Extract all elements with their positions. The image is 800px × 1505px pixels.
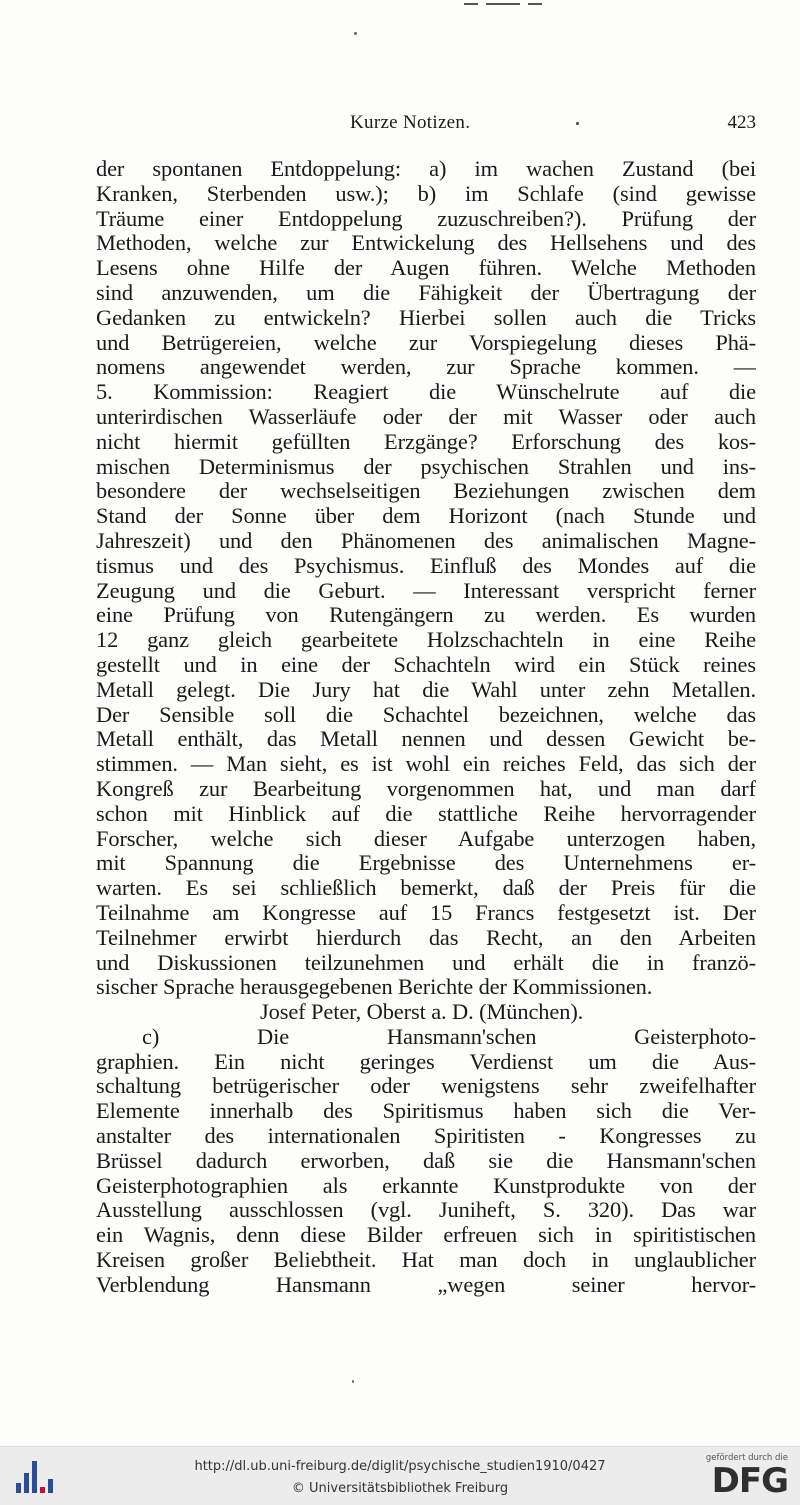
- scan-speck: [354, 32, 357, 35]
- text-line: Metall gelegt. Die Jury hat die Wahl unter zehn Metallen.: [96, 677, 756, 702]
- text-line: sind anzuwenden, um die Fähigkeit der Übertragung der: [96, 280, 756, 305]
- text-line: nicht hiermit gefüllten Erzgänge? Erforschung des kos-: [96, 429, 756, 454]
- text-line: unterirdischen Wasserläufe oder der mit Wasser oder auch: [96, 404, 756, 429]
- text-line: 5. Kommission: Reagiert die Wünschelrute auf die: [96, 380, 756, 405]
- text-line: Brüssel dadurch erworben, daß sie die Hansmann'schen: [96, 1148, 756, 1173]
- text-line: Metall enthält, das Metall nennen und dessen Gewicht be-: [96, 727, 756, 752]
- text-line: nomens angewendet werden, zur Sprache kommen. —: [96, 355, 756, 380]
- text-line: eine Prüfung von Rutengängern zu werden. Es wurden: [96, 603, 756, 628]
- text-line: Methoden, welche zur Entwickelung des Hellsehens und des: [96, 231, 756, 256]
- text-line: Kreisen großer Beliebtheit. Hat man doch in unglaublicher: [96, 1248, 756, 1273]
- text-line: Verblendung Hansmann „wegen seiner hervor-: [96, 1272, 756, 1297]
- text-line: gestellt und in eine der Schachteln wird ein Stück reines: [96, 652, 756, 677]
- text-line: 12 ganz gleich gearbeitete Holzschachteln in eine Reihe: [96, 628, 756, 653]
- page-number: 423: [727, 112, 756, 133]
- text-line: ein Wagnis, denn diese Bilder erfreuen sich in spiritistischen: [96, 1223, 756, 1248]
- text-line: Der Sensible soll die Schachtel bezeichnen, welche das: [96, 702, 756, 727]
- copyright-text: © Universitätsbibliothek Freiburg: [291, 1481, 509, 1496]
- text-line: Träume einer Entdoppelung zuzuschreiben?). Prüfung der: [96, 206, 756, 231]
- text-line: schaltung betrügerischer oder wenigstens sehr zweifelhafter: [96, 1074, 756, 1099]
- text-line: und Diskussionen teilzunehmen und erhält die in franzö-: [96, 950, 756, 975]
- text-line: anstalter des internationalen Spiritisten - Kongresses zu: [96, 1124, 756, 1149]
- text-line: graphien. Ein nicht geringes Verdienst um die Aus-: [96, 1049, 756, 1074]
- footer-bar: [0, 1446, 800, 1505]
- text-line: stimmen. — Man sieht, es ist wohl ein reiches Feld, das sich der: [96, 752, 756, 777]
- running-title: Kurze Notizen.: [350, 112, 471, 133]
- text-line: warten. Es sei schließlich bemerkt, daß der Preis für die: [96, 876, 756, 901]
- text-line: besondere der wechselseitigen Beziehungen zwischen dem: [96, 479, 756, 504]
- text-line: Kranken, Sterbenden usw.); b) im Schlafe (sind gewisse: [96, 181, 756, 206]
- scan-artifact-marks: [460, 0, 550, 8]
- text-line: Jahreszeit) und den Phänomenen des animalischen Magne-: [96, 528, 756, 553]
- body-text: [96, 157, 756, 1298]
- text-line: Geisterphotographien als erkannte Kunstprodukte von der: [96, 1173, 756, 1198]
- text-line: und Betrügereien, welche zur Vorspiegelung dieses Phä-: [96, 330, 756, 355]
- text-line: Teilnahme am Kongresse auf 15 Francs festgesetzt ist. Der: [96, 900, 756, 925]
- funder-caption: gefördert durch die: [705, 1453, 788, 1463]
- text-line: tismus und des Psychismus. Einfluß des Mondes auf die: [96, 553, 756, 578]
- text-line: Elemente innerhalb des Spiritismus haben sich die Ver-: [96, 1099, 756, 1124]
- text-line: Teilnehmer erwirbt hierdurch das Recht, an den Arbeiten: [96, 925, 756, 950]
- scan-speck: [352, 1380, 354, 1383]
- text-line: sischer Sprache herausgegebenen Berichte der Kommissionen.: [96, 975, 653, 1000]
- signature: Josef Peter, Oberst a. D. (München).: [260, 1000, 584, 1025]
- permalink-url[interactable]: http://dl.ub.uni-freiburg.de/diglit/psychische_studien1910/0427: [194, 1459, 606, 1474]
- text-line: Zeugung und die Geburt. — Interessant verspricht ferner: [96, 578, 756, 603]
- text-line: Stand der Sonne über dem Horizont (nach Stunde und: [96, 504, 756, 529]
- scan-speck: [576, 122, 579, 125]
- text-line: Ausstellung ausschlossen (vgl. Juniheft, S. 320). Das war: [96, 1198, 756, 1223]
- text-line: mischen Determinismus der psychischen Strahlen und ins-: [96, 454, 756, 479]
- dfg-wordmark: DFG: [711, 1461, 788, 1501]
- section-heading-line: c) Die Hansmann'schen Geisterphoto-: [142, 1024, 756, 1049]
- text-line: schon mit Hinblick auf die stattliche Reihe hervorragender: [96, 801, 756, 826]
- text-line: Lesens ohne Hilfe der Augen führen. Welche Methoden: [96, 256, 756, 281]
- text-line: Gedanken zu entwickeln? Hierbei sollen auch die Tricks: [96, 305, 756, 330]
- text-line: mit Spannung die Ergebnisse des Unternehmens er-: [96, 851, 756, 876]
- running-head: [96, 112, 756, 138]
- text-line: Forscher, welche sich dieser Aufgabe unterzogen haben,: [96, 826, 756, 851]
- text-line: der spontanen Entdoppelung: a) im wachen Zustand (bei: [96, 157, 756, 181]
- text-line: Kongreß zur Bearbeitung vorgenommen hat, und man darf: [96, 776, 756, 801]
- dfg-logo: [698, 1451, 788, 1501]
